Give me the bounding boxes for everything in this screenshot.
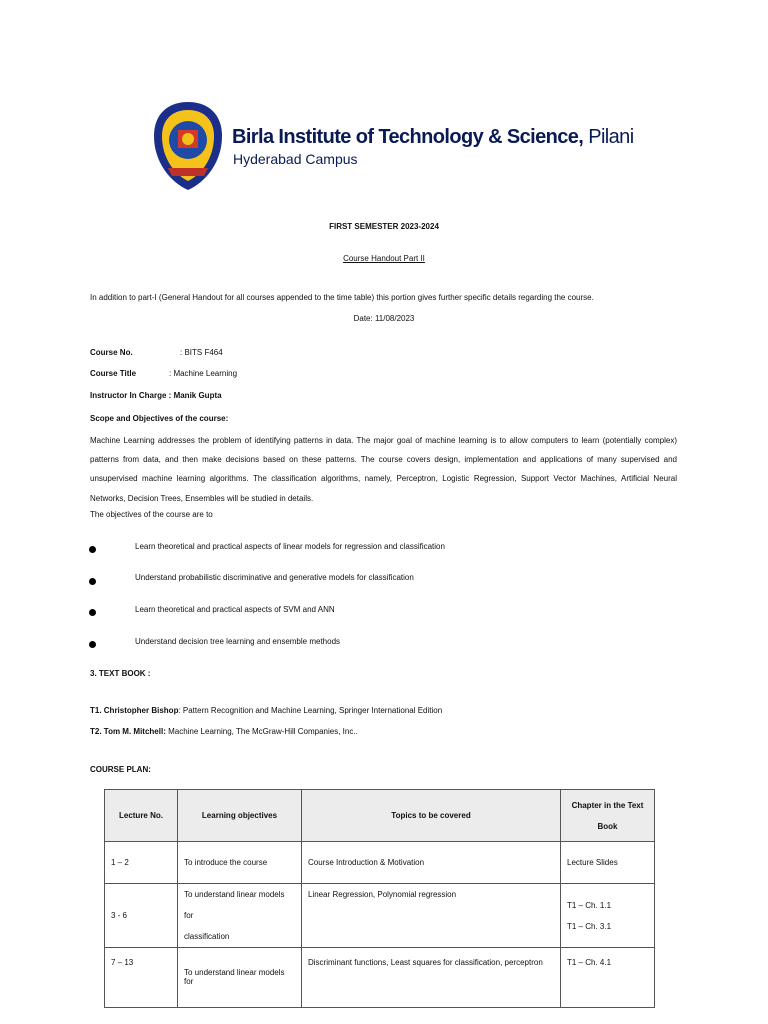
- institute-seal-logo: [150, 100, 226, 192]
- bullet-icon: [89, 609, 96, 616]
- cell-lecture: 1 – 2: [105, 842, 178, 884]
- cell-chapter: T1 – Ch. 4.1: [561, 948, 655, 1008]
- cell-topics: Discriminant functions, Least squares for classification, perceptron: [302, 948, 561, 1008]
- bullet-icon: [89, 578, 96, 585]
- header-chapter: Chapter in the Text Book: [561, 790, 655, 842]
- course-no-value: : BITS F464: [180, 348, 223, 357]
- scope-paragraph: Machine Learning addresses the problem of identifying patterns in data. The major goal of machine learning is to allow computers to learn (potentially complex) patterns from data, and then make decisions based on these patterns. The course covers design, implementation and applications of many supervised and unsupervised machine learning algorithms. The classification algorithms, namely, Perceptron, Logistic Regression, Support Vector Machines, Artificial Neural Networks, Decision Trees, Ensembles will be studied in details.: [90, 436, 677, 503]
- cell-objective: To understand linear models for: [178, 948, 302, 1008]
- table-row: [105, 884, 655, 948]
- header-learning-objectives: Learning objectives: [178, 790, 302, 842]
- cell-objective: To understand linear models for classification: [178, 884, 302, 948]
- table-header-row: [105, 790, 655, 842]
- course-title-value: : Machine Learning: [169, 369, 238, 378]
- campus-name: Hyderabad Campus: [233, 151, 358, 167]
- cell-objective: To introduce the course: [178, 842, 302, 884]
- table-row: [105, 842, 655, 884]
- objectives-intro: The objectives of the course are to: [90, 510, 213, 519]
- cell-lecture: 7 – 13: [105, 948, 178, 1008]
- intro-text: In addition to part-I (General Handout for all courses appended to the time table) this portion gives further specific details regarding the course.: [90, 293, 594, 302]
- objective-item: Learn theoretical and practical aspects of linear models for regression and classification: [135, 542, 445, 551]
- objective-item: Learn theoretical and practical aspects of SVM and ANN: [135, 605, 335, 614]
- cell-topics: Linear Regression, Polynomial regression: [302, 884, 561, 948]
- objective-item: Understand probabilistic discriminative and generative models for classification: [135, 573, 414, 582]
- objective-item: Understand decision tree learning and ensemble methods: [135, 637, 341, 646]
- header-lecture-no: Lecture No.: [105, 790, 178, 842]
- table-row: [105, 948, 655, 1008]
- textbook-t1: T1. Christopher Bishop: Pattern Recognition and Machine Learning, Springer International Edition: [90, 706, 443, 715]
- textbook-heading: 3. TEXT BOOK :: [90, 669, 151, 678]
- course-no-label: Course No.: [90, 348, 133, 357]
- semester-heading: FIRST SEMESTER 2023-2024: [329, 222, 439, 231]
- institute-banner: [150, 96, 634, 196]
- handout-date: Date: 11/08/2023: [353, 314, 415, 323]
- course-title-label: Course Title: [90, 369, 137, 378]
- cell-chapter: Lecture Slides: [561, 842, 655, 884]
- handout-title: Course Handout Part II: [343, 254, 425, 263]
- course-plan-table: [104, 789, 655, 1008]
- bullet-icon: [89, 641, 96, 648]
- course-plan-heading: COURSE PLAN:: [90, 765, 151, 774]
- instructor-line: Instructor In Charge : Manik Gupta: [90, 391, 222, 400]
- header-topics: Topics to be covered: [302, 790, 561, 842]
- cell-topics: Course Introduction & Motivation: [302, 842, 561, 884]
- bullet-icon: [89, 546, 96, 553]
- scope-heading: Scope and Objectives of the course:: [90, 414, 229, 423]
- cell-chapter: T1 – Ch. 1.1 T1 – Ch. 3.1: [561, 884, 655, 948]
- textbook-t2: T2. Tom M. Mitchell: Machine Learning, The McGraw-Hill Companies, Inc..: [90, 727, 358, 736]
- cell-lecture: 3 - 6: [105, 884, 178, 948]
- institute-name: Birla Institute of Technology & Science, Pilani: [232, 126, 634, 148]
